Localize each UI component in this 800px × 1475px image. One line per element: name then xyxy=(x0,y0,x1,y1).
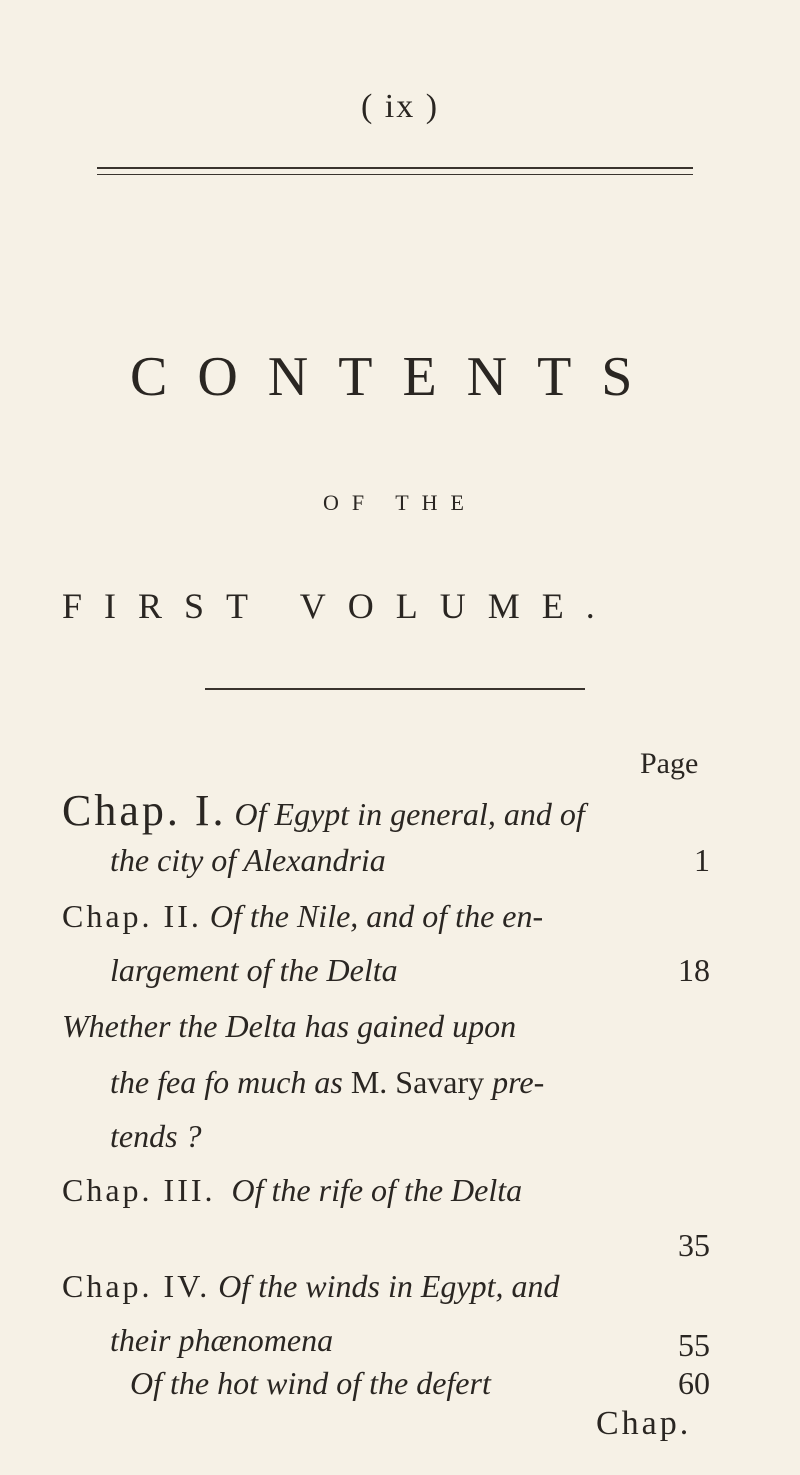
toc-entry-2-line-1 xyxy=(62,898,543,935)
toc-entry-2-chapter: Chap. II. xyxy=(62,898,202,934)
toc-entry-3-text-2: the fea fo much as xyxy=(110,1064,343,1100)
toc-entry-5-text-1: Of the winds in Egypt, and xyxy=(218,1268,560,1304)
section-rule xyxy=(205,688,585,690)
toc-entry-3-text-1: Whether the Delta has gained upon xyxy=(62,1008,517,1044)
catchword: Chap. xyxy=(596,1405,692,1442)
header-rule-thick xyxy=(97,167,693,169)
header-rule-thin xyxy=(97,174,693,175)
contents-subtitle: OF THE xyxy=(323,490,477,515)
toc-entry-1-page: 1 xyxy=(694,842,710,878)
page-number: ( ix ) xyxy=(360,88,440,125)
toc-entry-1-chapter: Chap. I. xyxy=(62,786,227,835)
toc-entry-2-text-1: Of the Nile, and of the en- xyxy=(209,898,544,934)
toc-entry-5-chapter: Chap. IV. xyxy=(62,1268,211,1304)
toc-entry-4-text-1: Of the rife of the Delta xyxy=(231,1172,523,1208)
contents-title: CONTENTS xyxy=(130,346,663,408)
toc-entry-3-text-3: tends ? xyxy=(110,1118,202,1154)
toc-entry-5-line-1 xyxy=(62,1268,560,1305)
page-column-heading: Page xyxy=(640,747,699,780)
toc-entry-6-text-1: Of the hot wind of the defert xyxy=(130,1365,491,1401)
toc-entry-6-page: 60 xyxy=(678,1365,710,1401)
toc-entry-5-page: 55 xyxy=(678,1327,710,1363)
toc-entry-1-text-1: Of Egypt in general, and of xyxy=(234,796,585,832)
toc-entry-2-text-2: largement of the Delta xyxy=(110,952,398,988)
toc-entry-1-text-2: the city of Alexandria xyxy=(110,842,386,878)
toc-entry-1-line-1 xyxy=(62,785,585,836)
toc-entry-3-tail: pre- xyxy=(492,1064,545,1100)
toc-entry-4-line-1 xyxy=(62,1172,522,1209)
volume-title: FIRST VOLUME. xyxy=(62,586,617,626)
toc-entry-4-chapter: Chap. III. xyxy=(62,1172,216,1208)
toc-entry-3-author: M. Savary xyxy=(350,1064,485,1100)
toc-entry-4-page: 35 xyxy=(678,1227,710,1263)
toc-entry-2-page: 18 xyxy=(678,952,710,988)
toc-entry-3-line-2 xyxy=(110,1064,544,1101)
toc-entry-5-text-2: their phænomena xyxy=(110,1322,334,1358)
